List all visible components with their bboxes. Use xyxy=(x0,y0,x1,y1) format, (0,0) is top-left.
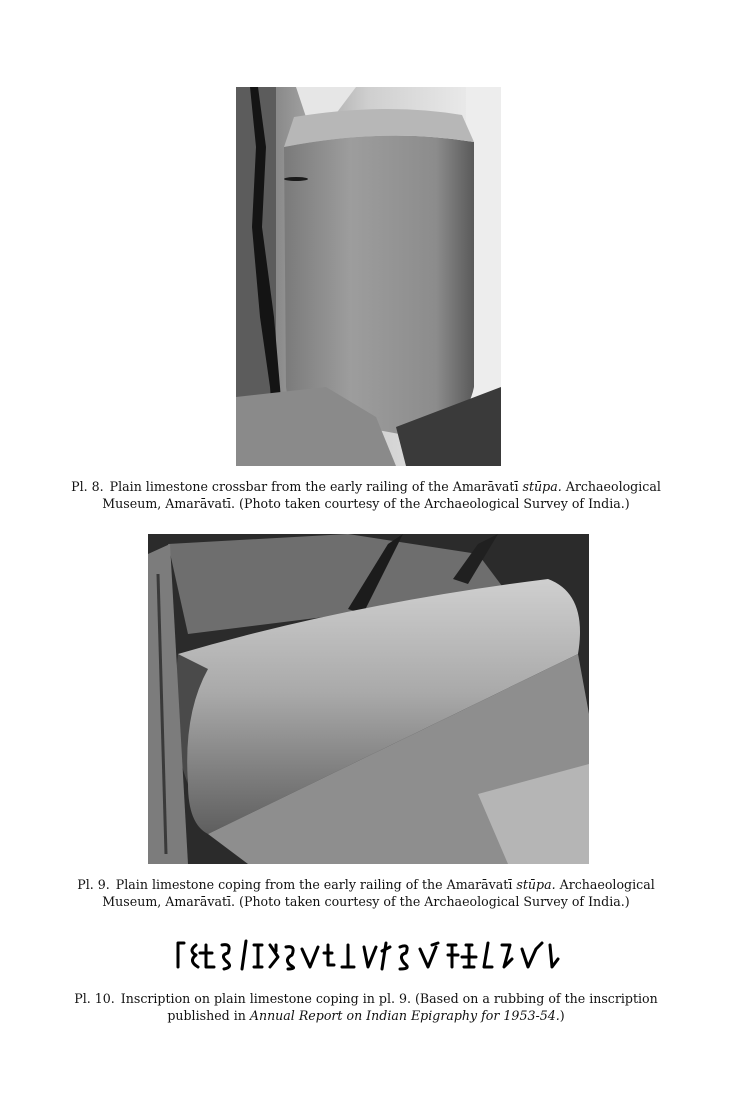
plate-8-caption-italic: stūpa. xyxy=(522,479,562,494)
plate-10-caption-italic: Annual Report on Indian Epigraphy for 1953-54. xyxy=(249,1008,560,1023)
coping-photo-illustration xyxy=(148,534,589,864)
plate-9-caption-text: Plain limestone coping from the early railing of the Amarāvatī xyxy=(115,877,517,892)
plate-8-caption-text: Plain limestone crossbar from the early railing of the Amarāvatī xyxy=(109,479,523,494)
plate-9-caption-italic: stūpa. xyxy=(516,877,556,892)
plate-10-inscription-drawing xyxy=(172,937,564,973)
plate-9-caption-text-end: Archaeological Museum, Amarāvatī. (Photo taken courtesy of the Archaeological Survey of India.) xyxy=(102,877,655,909)
plate-8-caption xyxy=(56,478,676,512)
plate-8-photo xyxy=(236,87,501,466)
plate-8-caption-text-end: Archaeological Museum, Amarāvatī. (Photo taken courtesy of the Archaeological Survey of India.) xyxy=(102,479,661,511)
plate-8-number: Pl. 8. xyxy=(71,479,104,494)
plate-9-caption xyxy=(56,876,676,910)
plate-9-photo xyxy=(148,534,589,864)
plate-10-number: Pl. 10. xyxy=(74,991,115,1006)
crossbar-photo-illustration xyxy=(236,87,501,466)
brahmi-glyphs xyxy=(172,937,564,973)
plate-10-caption-text: Inscription on plain limestone coping in pl. 9. (Based on a rubbing of the inscription published in xyxy=(120,991,658,1023)
plate-9-number: Pl. 9. xyxy=(77,877,110,892)
plate-10-caption xyxy=(56,990,676,1024)
plate-10-caption-text-end: ) xyxy=(559,1008,565,1023)
